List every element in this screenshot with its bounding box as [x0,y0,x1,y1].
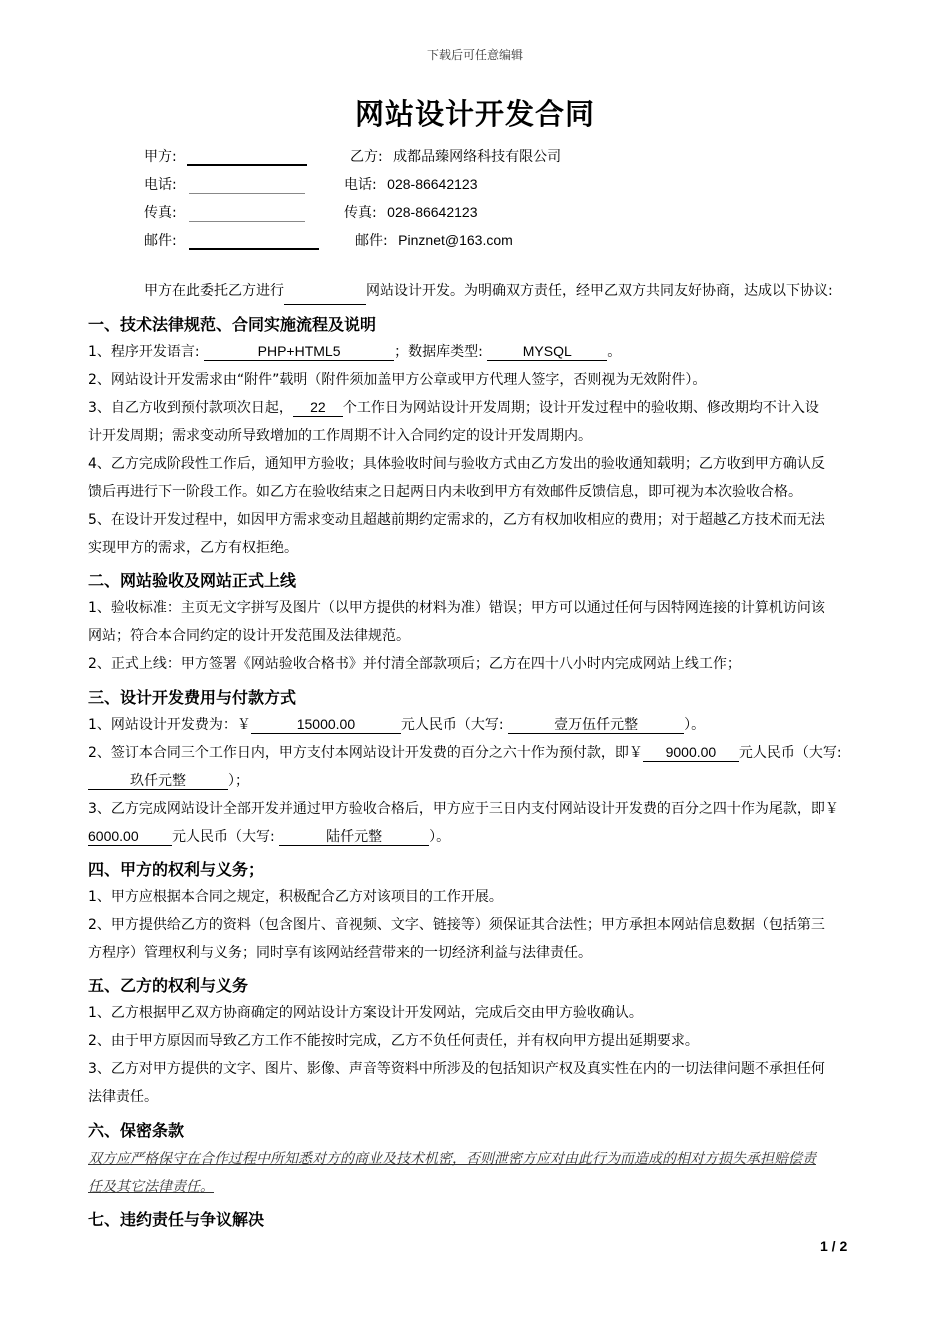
party-b-email-label: 邮件: [355,233,388,249]
s3-p1-text: 1、网站设计开发费为：￥ [88,717,251,733]
intro-text-after: 网站设计开发。为明确双方责任，经甲乙双方共同友好协商，达成以下协议: [366,283,833,299]
party-a-phone-row [144,174,305,194]
s3-item-2-line-2 [88,767,249,795]
s2-item-1-line-2: 网站；符合本合同约定的设计开发范围及法律规范。 [88,628,410,644]
s5-item-3-line-1: 3、乙方对甲方提供的文字、图片、影像、声音等资料中所涉及的包括知识产权及真实性在内的一切法律问题不承担任何 [88,1061,825,1077]
party-a-fax-row [144,202,305,222]
intro-paragraph [144,277,833,305]
s3-p3-text-c: ）。 [429,829,451,845]
party-b-phone: 028-86642123 [387,176,478,192]
s1-item-4-line-1: 4、乙方完成阶段性工作后，通知甲方验收；具体验收时间与验收方式由乙方发出的验收通知载明；乙方收到甲方确认反 [88,456,825,472]
s3-item-2-line-1 [88,739,842,767]
party-b-fax-row [344,202,477,222]
s1-p3-text: 3、自乙方收到预付款项次日起， [88,400,293,416]
s4-item-1: 1、甲方应根据本合同之规定，积极配合乙方对该项目的工作开展。 [88,889,503,905]
section-1-heading: 一、技术法律规范、合同实施流程及说明 [88,315,377,334]
party-a-email-label: 邮件: [144,233,177,249]
party-a-fax-field[interactable] [189,205,305,222]
s1-item-3-line-2: 计开发周期；需求变动所导致增加的工作周期不计入合同约定的设计开发周期内。 [88,428,592,444]
header-note: 下载后可任意编辑 [426,48,523,62]
section-2-heading: 二、网站验收及网站正式上线 [88,571,297,590]
s6-item-1-line-2: 任及其它法律责任。 [88,1179,214,1195]
final-payment-upper-value: 陆仟元整 [279,827,429,846]
s5-item-2: 2、由于甲方原因而导致乙方工作不能按时完成，乙方不负任何责任，并有权向甲方提出延期要求。 [88,1033,699,1049]
party-b-name: 成都品臻网络科技有限公司 [393,149,562,165]
s6-item-1-line-1: 双方应严格保守在合作过程中所知悉对方的商业及技术机密，否则泄密方应对由此行为而造成的相对方损失承担赔偿责 [88,1151,816,1167]
s5-item-3-line-2: 法律责任。 [88,1089,158,1105]
section-4-heading: 四、甲方的权利与义务； [88,860,265,879]
prepayment-value: 9000.00 [643,743,739,762]
party-a-name-label: 甲方: [144,149,177,165]
dev-language-value: PHP+HTML5 [204,342,394,361]
s4-item-2-line-2: 方程序）管理权利与义务；同时享有该网站经营带来的一切经济利益与法律责任。 [88,945,592,961]
s1-item-1 [88,338,621,366]
party-b-email: Pinznet@163.com [398,232,513,248]
party-a-phone-field[interactable] [189,177,305,194]
s3-item-1 [88,711,705,739]
party-a-name-field[interactable] [187,148,307,166]
total-fee-value: 15000.00 [251,715,401,734]
prepayment-upper-value: 玖仟元整 [88,771,228,790]
s1-p3-text-b: 个工作日为网站设计开发周期；设计开发过程中的验收期、修改期均不计入设 [342,400,819,416]
s1-item-5-line-1: 5、在设计开发过程中，如因甲方需求变动且超越前期约定需求的，乙方有权加收相应的费用；对于超越乙方技术而无法 [88,512,825,528]
party-b-phone-row [344,174,477,194]
s1-item-3-line-1 [88,394,819,422]
page-title: 网站设计开发合同 [354,97,595,131]
s3-p2-text-c: ）； [228,773,249,789]
s2-item-1-line-1: 1、验收标准：主页无文字拼写及图片（以甲方提供的材料为准）错误；甲方可以通过任何与因特网连接的计算机访问该 [88,600,825,616]
s1-item-2: 2、网站设计开发需求由“附件”载明（附件须加盖甲方公章或甲方代理人签字，否则视为无效附件）。 [88,372,707,388]
s3-p3-text-b: 元人民币（大写: [172,829,275,845]
s3-p2-text-b: 元人民币（大写: [738,745,842,761]
party-a-fax-label: 传真: [144,205,177,221]
s4-item-2-line-1: 2、甲方提供给乙方的资料（包含图片、音视频、文字、链接等）须保证其合法性；甲方承担本网站信息数据（包括第三 [88,917,825,933]
party-b-phone-label: 电话: [344,177,377,193]
s3-p1-text-b: 元人民币（大写: [400,717,504,733]
s5-item-1: 1、乙方根据甲乙双方协商确定的网站设计方案设计开发网站，完成后交由甲方验收确认。 [88,1005,643,1021]
page-number: 1 / 2 [820,1238,848,1254]
party-b-fax-label: 传真: [344,205,377,221]
party-b-fax: 028-86642123 [387,204,478,220]
intro-text-before: 甲方在此委托乙方进行 [144,283,284,299]
party-b-name-row [350,146,561,166]
final-payment-value: 6000.00 [88,827,172,846]
database-type-value: MYSQL [487,342,607,361]
dev-cycle-days-value: 22 [293,398,343,417]
party-b-email-row [355,230,513,250]
s1-p1-text: 1、程序开发语言: [88,344,200,360]
s1-item-4-line-2: 馈后再进行下一阶段工作。如乙方在验收结束之日起两日内未收到甲方有效邮件反馈信息，即可视为本次验收合格。 [88,484,802,500]
party-b-name-label: 乙方: [350,149,383,165]
s1-item-5-line-2: 实现甲方的需求，乙方有权拒绝。 [88,540,298,556]
s1-p1-text-b: ；数据库类型: [394,344,483,360]
party-a-phone-label: 电话: [144,177,177,193]
party-a-email-field[interactable] [189,232,319,250]
party-a-name-row [144,146,307,166]
total-fee-upper-value: 壹万伍仟元整 [508,715,684,734]
s3-p1-text-c: ）。 [684,717,706,733]
section-7-heading: 七、违约责任与争议解决 [88,1210,265,1229]
s1-p1-text-c: 。 [607,344,622,360]
s3-item-3-line-2 [88,823,450,851]
section-3-heading: 三、设计开发费用与付款方式 [88,688,297,707]
project-name-field[interactable] [284,288,366,305]
party-a-email-row [144,230,319,250]
s2-item-2: 2、正式上线：甲方签署《网站验收合格书》并付清全部款项后；乙方在四十八小时内完成网站上线工作； [88,656,741,672]
section-5-heading: 五、乙方的权利与义务 [88,976,249,995]
s3-item-3-line-1: 3、乙方完成网站设计全部开发并通过甲方验收合格后，甲方应于三日内支付网站设计开发费的百分之四十作为尾款，即￥ [88,801,839,817]
section-6-heading: 六、保密条款 [88,1121,185,1140]
s3-p2-text: 2、签订本合同三个工作日内，甲方支付本网站设计开发费的百分之六十作为预付款，即￥ [88,745,643,761]
